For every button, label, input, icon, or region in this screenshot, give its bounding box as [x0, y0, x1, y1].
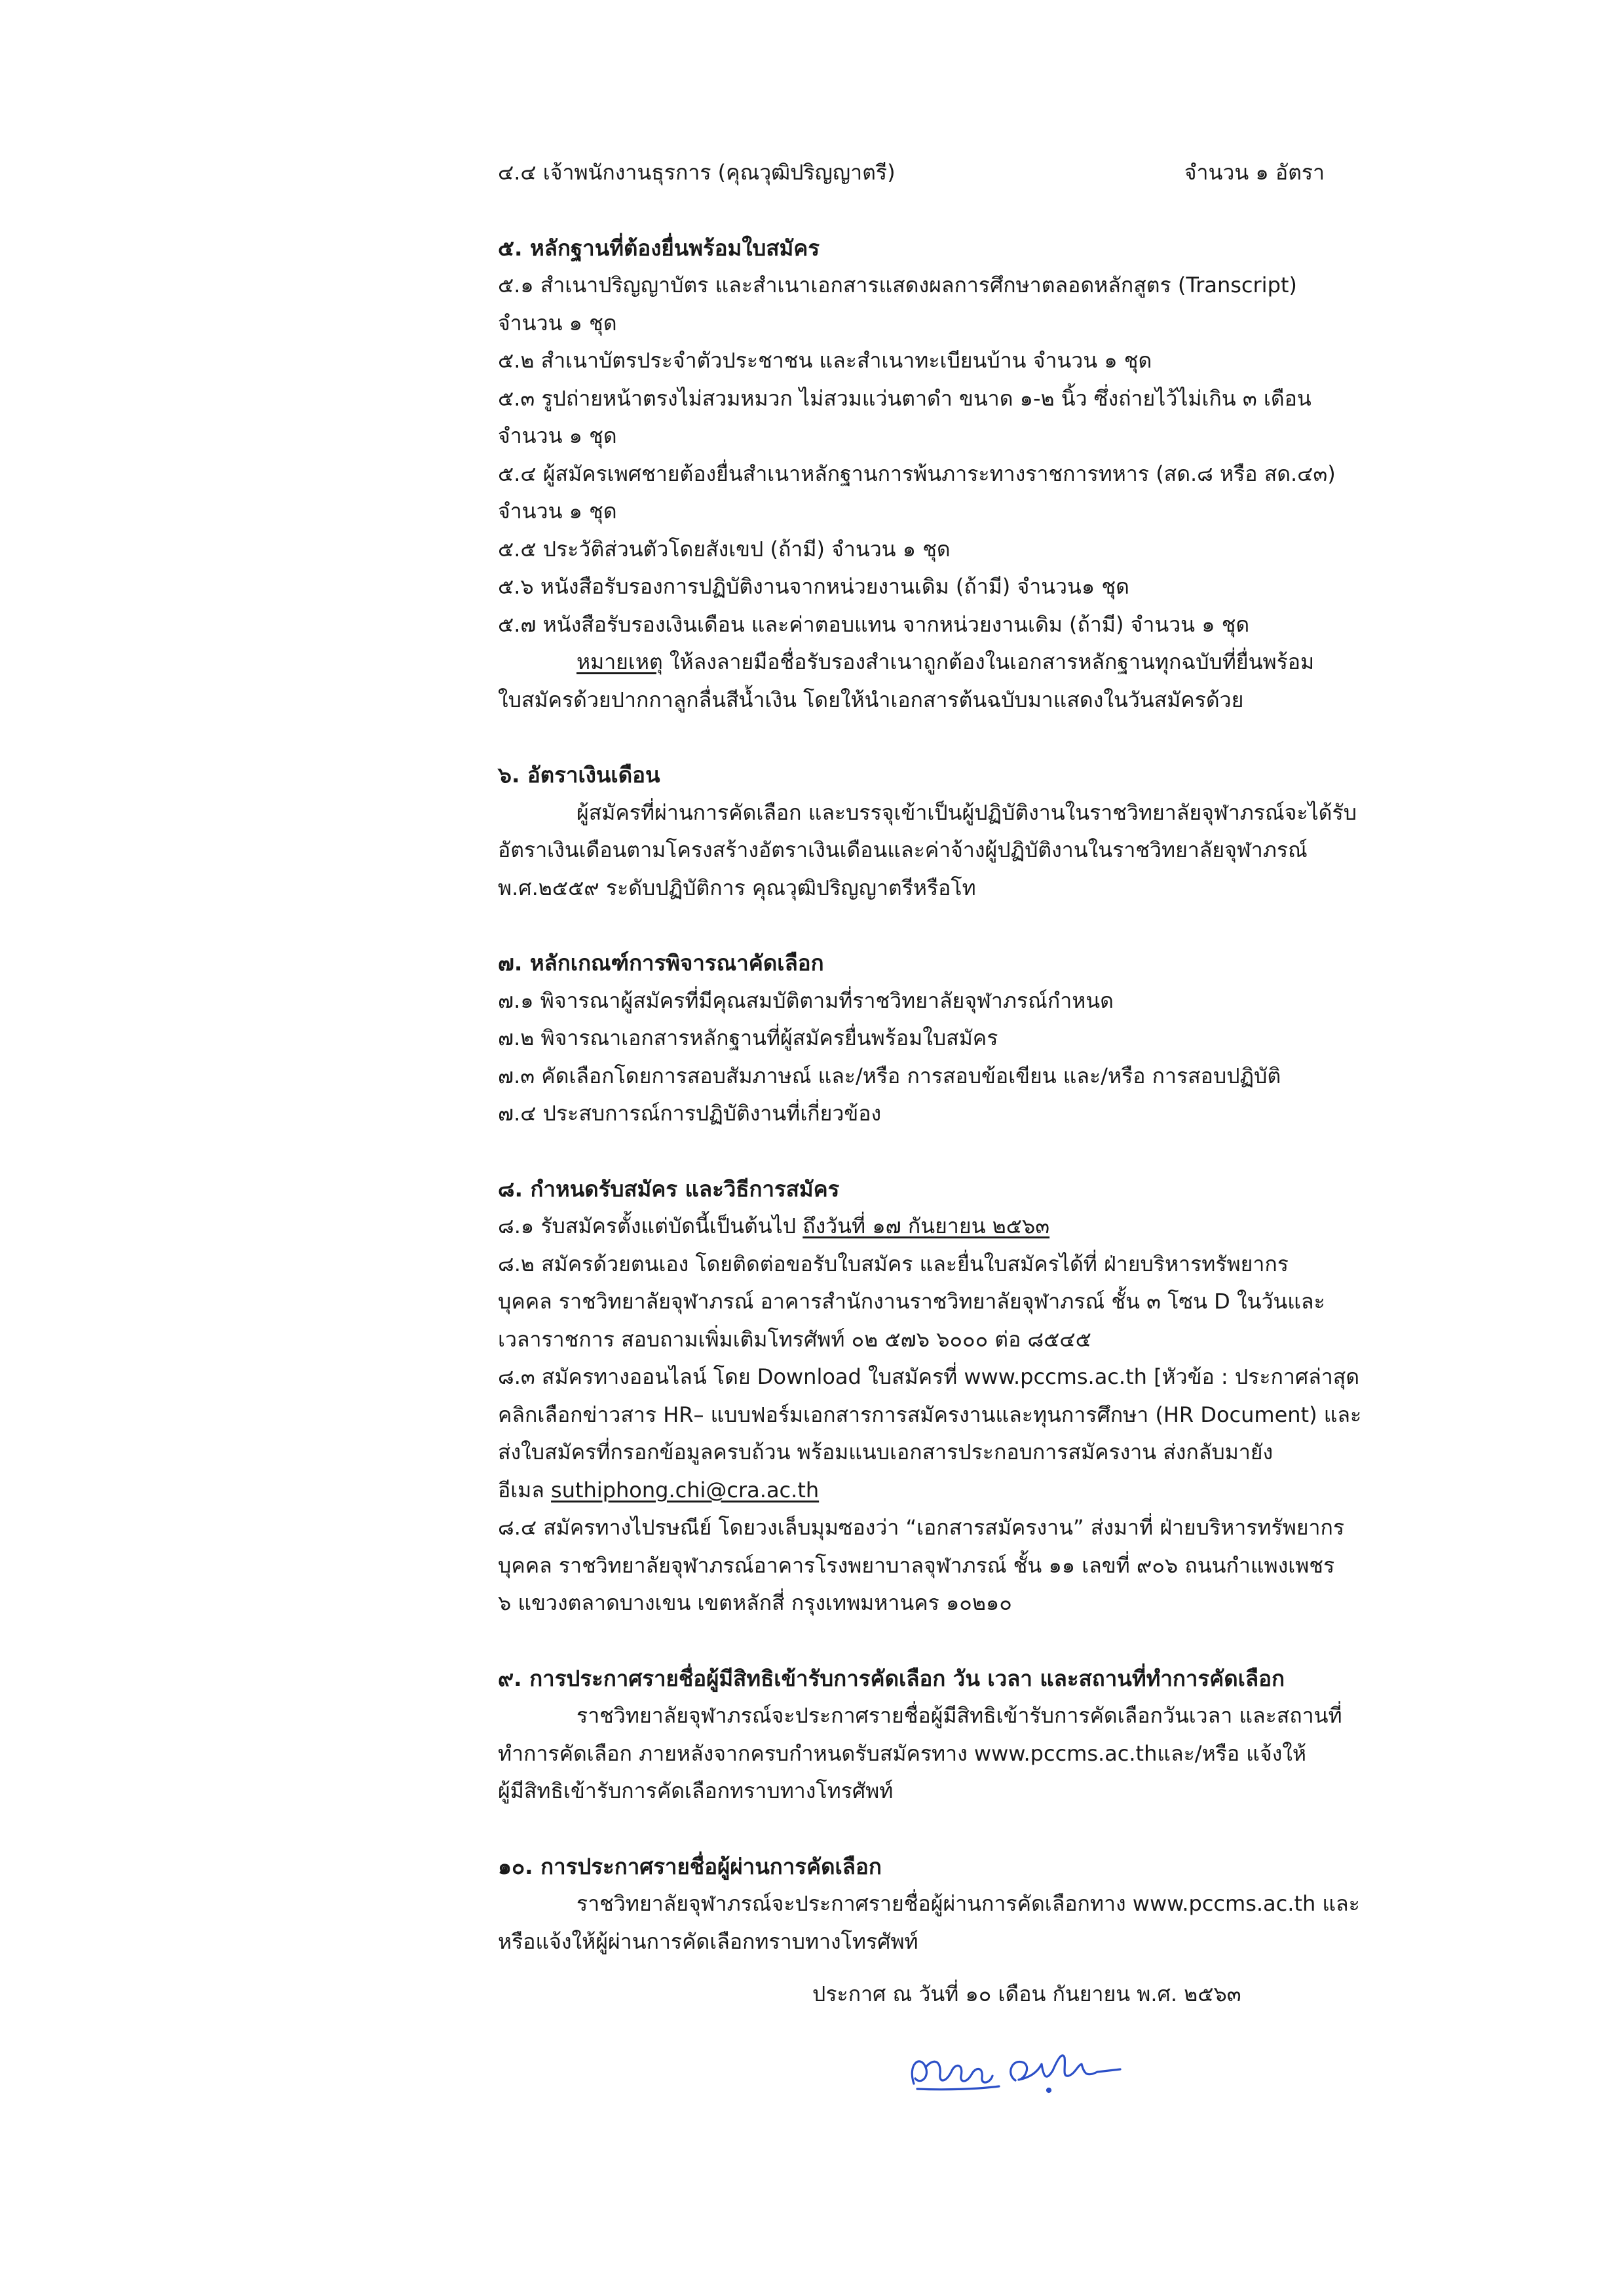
- spacer: [498, 1622, 1369, 1660]
- section-5-line: ๕.๖ หนังสือรับรองการปฏิบัติงานจากหน่วยงานเดิม (ถ้ามี) จำนวน๑ ชุด: [498, 574, 1129, 599]
- section-8-heading: ๘. กำหนดรับสมัคร และวิธีการสมัคร: [498, 1176, 840, 1202]
- section-8-3-line: ส่งใบสมัครที่กรอกข้อมูลครบถ้วน พร้อมแนบเอกสารประกอบการสมัครงาน ส่งกลับมายัง: [498, 1440, 1274, 1464]
- section-10: [498, 1848, 1369, 1961]
- position-count: จำนวน ๑ อัตรา: [1184, 160, 1325, 185]
- section-8-3-line: ๘.๓ สมัครทางออนไลน์ โดย Download ใบสมัครที่ www.pccms.ac.th [หัวข้อ : ประกาศล่าสุด: [498, 1364, 1360, 1389]
- spacer: [498, 1810, 1369, 1848]
- section-7-heading: ๗. หลักเกณฑ์การพิจารณาคัดเลือก: [498, 950, 824, 976]
- section-7-line: ๗.๒ พิจารณาเอกสารหลักฐานที่ผู้สมัครยื่นพร้อมใบสมัคร: [498, 1025, 998, 1050]
- email-label: อีเมล: [498, 1477, 552, 1502]
- section-8-2-line: เวลาราชการ สอบถามเพิ่มเติมโทรศัพท์ ๐๒ ๕๗๖ ๖๐๐๐ ต่อ ๘๕๔๕: [498, 1326, 1091, 1352]
- spacer: [498, 907, 1369, 944]
- position-title: ๔.๔ เจ้าพนักงานธุรการ (คุณวุฒิปริญญาตรี): [498, 160, 896, 185]
- section-5-line: จำนวน ๑ ชุด: [498, 310, 617, 335]
- section-8-3-line: คลิกเลือกข่าวสาร HR– แบบฟอร์มเอกสารการสมัครงานและทุนการศึกษา (HR Document) และ: [498, 1402, 1362, 1427]
- section-9-line: ราชวิทยาลัยจุฬาภรณ์จะประกาศรายชื่อผู้มีสิทธิเข้ารับการคัดเลือกวันเวลา และสถานที่: [576, 1703, 1342, 1728]
- announcement-block: [812, 1976, 1467, 2014]
- section-9-heading: ๙. การประกาศรายชื่อผู้มีสิทธิเข้ารับการคัดเลือก วัน เวลา และสถานที่ทำการคัดเลือก: [498, 1665, 1285, 1691]
- section-8-1-text: ๘.๑ รับสมัครตั้งแต่บัดนี้เป็นต้นไป: [498, 1214, 803, 1238]
- section-5-note: [498, 643, 1369, 681]
- section-5-line: ๕.๕ ประวัติส่วนตัวโดยสังเขป (ถ้ามี) จำนวน ๑ ชุด: [498, 536, 951, 562]
- spacer: [498, 192, 1369, 229]
- section-9-line: ทำการคัดเลือก ภายหลังจากครบกำหนดรับสมัครทาง www.pccms.ac.thและ/หรือ แจ้งให้: [498, 1740, 1306, 1766]
- note-text: ให้ลงลายมือชื่อรับรองสำเนาถูกต้องในเอกสารหลักฐานทุกฉบับที่ยื่นพร้อม: [662, 649, 1315, 674]
- section-10-line: ราชวิทยาลัยจุฬาภรณ์จะประกาศรายชื่อผู้ผ่านการคัดเลือกทาง www.pccms.ac.th และ: [576, 1891, 1360, 1916]
- email-line: [498, 1472, 1369, 1510]
- section-10-heading: ๑๐. การประกาศรายชื่อผู้ผ่านการคัดเลือก: [498, 1853, 882, 1879]
- section-5-line: ๕.๒ สำเนาบัตรประจำตัวประชาชน และสำเนาทะเบียนบ้าน จำนวน ๑ ชุด: [498, 348, 1152, 373]
- section-8-4-line: ๖ แขวงตลาดบางเขน เขตหลักสี่ กรุงเทพมหานคร ๑๐๒๑๐: [498, 1590, 1012, 1615]
- announcement-date: ประกาศ ณ วันที่ ๑๐ เดือน กันยายน พ.ศ. ๒๕๖๓: [812, 1981, 1241, 2006]
- section-7-line: ๗.๔ ประสบการณ์การปฏิบัติงานที่เกี่ยวข้อง: [498, 1101, 882, 1126]
- section-6-heading: ๖. อัตราเงินเดือน: [498, 762, 660, 788]
- section-7: [498, 944, 1369, 1133]
- closing-date: ถึงวันที่ ๑๗ กันยายน ๒๕๖๓: [803, 1214, 1050, 1238]
- document-body: [498, 154, 1369, 1961]
- section-8-1: [498, 1208, 1369, 1246]
- section-9: [498, 1660, 1369, 1810]
- section-9-line: ผู้มีสิทธิเข้ารับการคัดเลือกทราบทางโทรศัพท์: [498, 1778, 894, 1803]
- section-7-line: ๗.๑ พิจารณาผู้สมัครที่มีคุณสมบัติตามที่ราชวิทยาลัยจุฬาภรณ์กำหนด: [498, 987, 1114, 1013]
- section-5-line: ๕.๗ หนังสือรับรองเงินเดือน และค่าตอบแทน จากหน่วยงานเดิม (ถ้ามี) จำนวน ๑ ชุด: [498, 611, 1250, 637]
- section-8-2-line: บุคคล ราชวิทยาลัยจุฬาภรณ์ อาคารสำนักงานราชวิทยาลัยจุฬาภรณ์ ชั้น ๓ โซน D ในวันและ: [498, 1289, 1325, 1314]
- section-5-heading: ๕. หลักฐานที่ต้องยื่นพร้อมใบสมัคร: [498, 235, 820, 261]
- section-6: [498, 756, 1369, 907]
- section-7-line: ๗.๓ คัดเลือกโดยการสอบสัมภาษณ์ และ/หรือ การสอบข้อเขียน และ/หรือ การสอบปฏิบัติ: [498, 1063, 1281, 1088]
- section-8-4-line: ๘.๔ สมัครทางไปรษณีย์ โดยวงเล็บมุมซองว่า “เอกสารสมัครงาน” ส่งมาที่ ฝ่ายบริหารทรัพยากร: [498, 1515, 1345, 1540]
- email-link[interactable]: suthiphong.chi@cra.ac.th: [551, 1477, 820, 1502]
- note-label: หมายเหตุ: [576, 649, 663, 674]
- section-5-line: ๕.๔ ผู้สมัครเพศชายต้องยื่นสำเนาหลักฐานการพ้นภาระทางราชการทหาร (สด.๘ หรือ สด.๔๓): [498, 461, 1336, 486]
- section-5-note-cont: ใบสมัครด้วยปากกาลูกลื่นสีน้ำเงิน โดยให้นำเอกสารต้นฉบับมาแสดงในวันสมัครด้วย: [498, 687, 1244, 712]
- spacer: [498, 719, 1369, 756]
- section-5-line: จำนวน ๑ ชุด: [498, 499, 617, 524]
- section-8: [498, 1170, 1369, 1622]
- section-5-line: จำนวน ๑ ชุด: [498, 423, 617, 448]
- section-6-line: ผู้สมัครที่ผ่านการคัดเลือก และบรรจุเข้าเป็นผู้ปฏิบัติงานในราชวิทยาลัยจุฬาภรณ์จะได้รับ: [576, 799, 1357, 825]
- section-5-line: ๕.๓ รูปถ่ายหน้าตรงไม่สวมหมวก ไม่สวมแว่นตาดำ ขนาด ๑-๒ นิ้ว ซึ่งถ่ายไว้ไม่เกิน ๓ เดือน: [498, 385, 1312, 411]
- section-5-line: ๕.๑ สำเนาปริญญาบัตร และสำเนาเอกสารแสดงผลการศึกษาตลอดหลักสูตร (Transcript): [498, 273, 1297, 297]
- section-6-line: พ.ศ.๒๕๕๙ ระดับปฏิบัติการ คุณวุฒิปริญญาตรีหรือโท: [498, 875, 976, 900]
- section-8-2-line: ๘.๒ สมัครด้วยตนเอง โดยติดต่อขอรับใบสมัคร และยื่นใบสมัครได้ที่ ฝ่ายบริหารทรัพยากร: [498, 1251, 1289, 1276]
- section-5: [498, 229, 1369, 719]
- spacer: [498, 1133, 1369, 1170]
- section-8-4-line: บุคคล ราชวิทยาลัยจุฬาภรณ์อาคารโรงพยาบาลจุฬาภรณ์ ชั้น ๑๑ เลขที่ ๙๐๖ ถนนกำแพงเพชร: [498, 1552, 1335, 1578]
- signature-image: [901, 2038, 1124, 2100]
- section-10-line: หรือแจ้งให้ผู้ผ่านการคัดเลือกทราบทางโทรศัพท์: [498, 1928, 918, 1954]
- section-6-line: อัตราเงินเดือนตามโครงสร้างอัตราเงินเดือนและค่าจ้างผู้ปฏิบัติงานในราชวิทยาลัยจุฬาภรณ์: [498, 837, 1308, 862]
- position-item-4-4: [498, 154, 1325, 192]
